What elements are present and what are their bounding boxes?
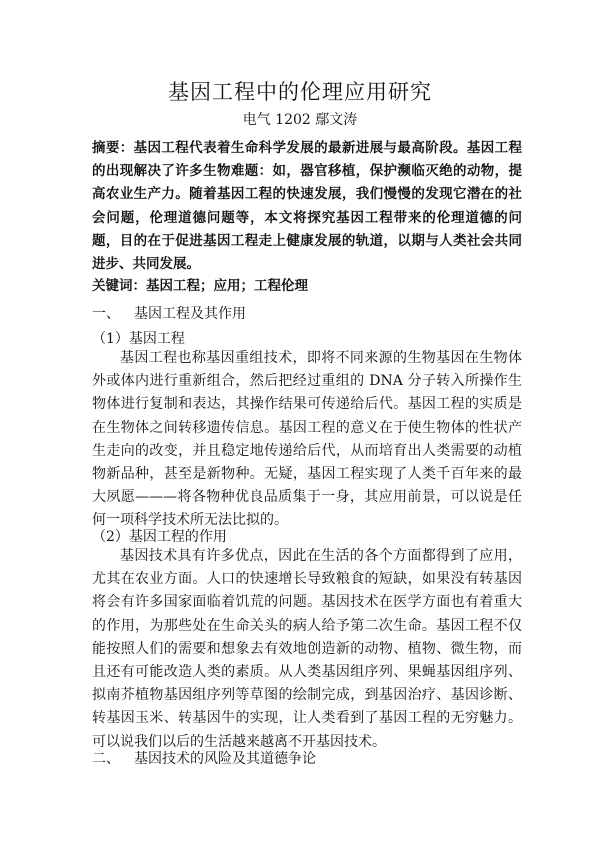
section-number-1: 一、 bbox=[92, 306, 120, 322]
document-title: 基因工程中的伦理应用研究 bbox=[168, 80, 432, 104]
paragraph-2: 基因技术具有许多优点，因此在生活的各个方面都得到了应用，尤其在农业方面。人口的快速增长导致粮食的短缺，如果没有转基因将会有许多国家面临着饥荒的问题。基因技术在医学方面也有着重大的作用，为那些处在生命关头的病人给予第二次生命。基因工程不仅能按照人们的需要和想象去有效地创造新的动物、植物、微生物，而且还有可能改造人类的素质。从人类基因组序列、果蝇基因组序列、拟南芥植物基因组序列等草图的绘制完成，到基因治疗、基因诊断、转基因玉米、转基因牛的实现，让人类看到了基因工程的无穷魅力。可以说我们以后的生活越来越离不开基因技术。 bbox=[92, 548, 522, 750]
section-heading-1 bbox=[92, 303, 246, 323]
paragraph-1: 基因工程也称基因重组技术，即将不同来源的生物基因在生物体外或体内进行重新组合，然后把经过重组的 DNA 分子转入所操作生物体进行复制和表达，其操作结果可传递给后代。基因工程的实质是在生物体之间转移遗传信息。基因工程的意义在于使生物体的性状产生走向的改变，并且稳定地传递给后代，从而培育出人类需要的动植物新品种，甚至是新物种。无疑，基因工程实现了人类千百年来的最大夙愿———将各物种优良品质集于一身，其应用前景，可以说是任何一项科学技术所无法比拟的。 bbox=[92, 350, 522, 529]
section-title-1: 基因工程及其作用 bbox=[134, 306, 246, 322]
subsection-heading-1: （1）基因工程 bbox=[92, 331, 185, 347]
section-title-2: 基因技术的风险及其道德争论 bbox=[134, 751, 316, 767]
subsection-heading-2: （2）基因工程的作用 bbox=[92, 529, 227, 545]
section-heading-2 bbox=[92, 748, 316, 768]
document-author: 电气 1202 鄢文涛 bbox=[242, 112, 358, 128]
keywords: 关键词：基因工程；应用；工程伦理 bbox=[92, 278, 308, 294]
abstract: 摘要：基因工程代表着生命科学发展的最新进展与最高阶段。基因工程的出现解决了许多生物难题：如，器官移植，保护濒临灭绝的动物，提高农业生产力。随着基因工程的快速发展，我们慢慢的发现它潜在的社会问题，伦理道德问题等，本文将探究基因工程带来的伦理道德的问题，目的在于促进基因工程走上健康发展的轨道，以期与人类社会共同进步、共同发展。 bbox=[92, 140, 522, 273]
section-number-2: 二、 bbox=[92, 751, 120, 767]
